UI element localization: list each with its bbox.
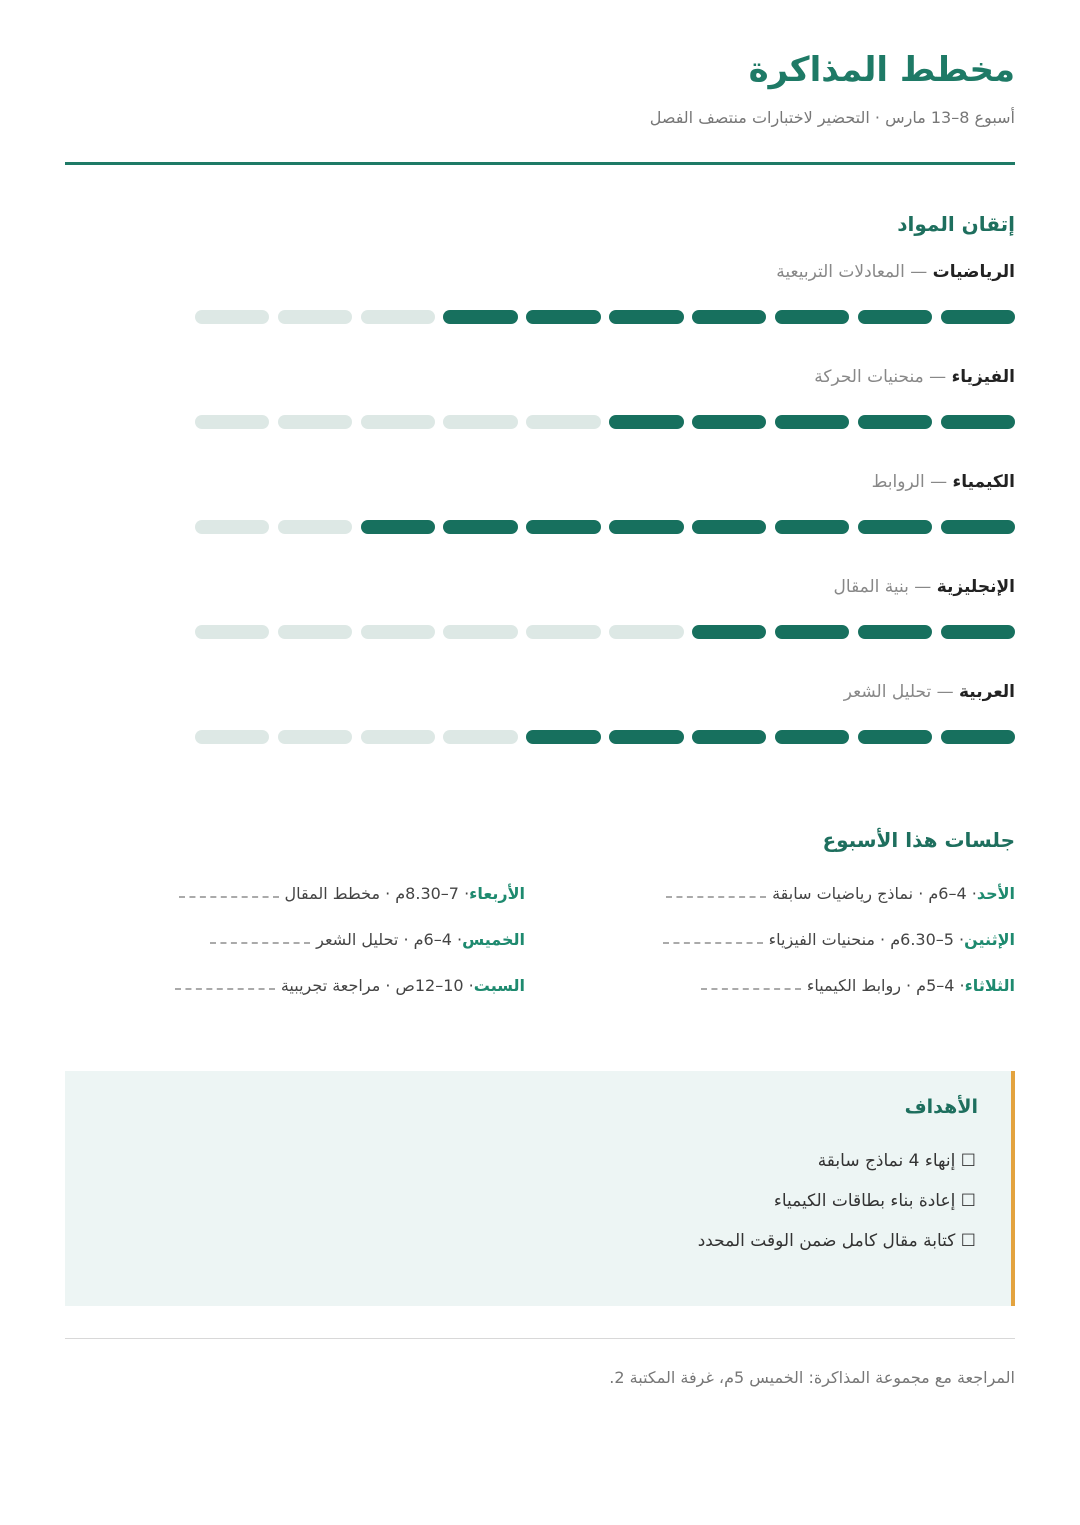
subject-topic: الروابط [871,472,925,492]
footer-divider [65,1338,1015,1339]
mastery-bar [195,310,1015,324]
subject-separator: — [904,262,928,282]
bar-segment-filled [775,415,849,429]
subject-name: العربية [958,682,1015,702]
session-line [666,896,766,898]
bar-segment-empty [195,415,269,429]
session-item [701,976,1015,995]
bar-segment-empty [195,625,269,639]
goal-item: ☐ إعادة بناء بطاقات الكيمياء [773,1191,976,1211]
bar-segment-filled [941,625,1015,639]
bar-segment-filled [609,520,683,534]
session-line [210,942,310,944]
subject-name: الرياضيات [932,262,1015,282]
bar-segment-filled [775,310,849,324]
bar-segment-filled [941,520,1015,534]
bar-segment-filled [609,415,683,429]
subject-row [65,262,1015,367]
session-item [666,884,1015,903]
bar-segment-empty [278,625,352,639]
bar-segment-filled [941,730,1015,744]
session-day: السبت [473,976,525,995]
session-day: الأربعاء [469,884,525,903]
header-divider [65,162,1015,165]
bar-segment-filled [692,310,766,324]
bar-segment-filled [526,520,600,534]
sessions-section-title: جلسات هذا الأسبوع [822,828,1015,852]
subject-name: الإنجليزية [936,577,1015,597]
goal-item: ☐ إنهاء 4 نماذج سابقة [817,1151,976,1171]
subject-row [65,682,1015,787]
subject-label [844,682,1015,702]
footer-note: المراجعة مع مجموعة المذاكرة: الخميس 5م، غرفة المكتبة 2. [609,1368,1015,1387]
subject-topic: بنية المقال [833,577,909,597]
bar-segment-empty [443,730,517,744]
mastery-section-title: إتقان المواد [897,212,1015,236]
subject-row [65,367,1015,472]
bar-segment-filled [858,625,932,639]
session-text: · 4–6م · تحليل الشعر [316,930,463,949]
session-item [179,884,525,903]
subject-name: الفيزياء [951,367,1015,387]
bar-segment-empty [195,310,269,324]
bar-segment-filled [858,520,932,534]
session-text: · 5–6.30م · منحنيات الفيزياء [768,930,965,949]
goals-panel [65,1071,1015,1306]
bar-segment-filled [775,625,849,639]
bar-segment-filled [609,310,683,324]
subject-label [814,367,1015,387]
subjects-list [65,262,1015,787]
bar-segment-empty [361,730,435,744]
bar-segment-empty [361,310,435,324]
bar-segment-empty [526,415,600,429]
bar-segment-filled [858,310,932,324]
subject-row [65,577,1015,682]
bar-segment-filled [692,520,766,534]
bar-segment-empty [361,625,435,639]
session-line [179,896,279,898]
bar-segment-empty [361,415,435,429]
study-planner-page [65,0,1015,1525]
subject-separator: — [923,367,947,387]
subject-label [776,262,1015,282]
subject-label [834,577,1015,597]
bar-segment-empty [443,625,517,639]
bar-segment-filled [526,310,600,324]
session-item [175,976,525,995]
mastery-bar [195,415,1015,429]
subject-label [872,472,1015,492]
subject-topic: تحليل الشعر [843,682,932,702]
bar-segment-filled [443,310,517,324]
subject-separator: — [931,682,954,702]
subject-separator: — [924,472,948,492]
bar-segment-filled [609,730,683,744]
mastery-bar [195,730,1015,744]
session-text: · 4–6م · نماذج رياضيات سابقة [772,884,977,903]
bar-segment-empty [278,730,352,744]
bar-segment-empty [443,415,517,429]
bar-segment-empty [278,310,352,324]
bar-segment-filled [858,730,932,744]
session-item [210,930,525,949]
bar-segment-filled [941,310,1015,324]
subject-separator: — [908,577,932,597]
bar-segment-filled [692,730,766,744]
mastery-bar [195,520,1015,534]
session-item [663,930,1015,949]
mastery-bar [195,625,1015,639]
bar-segment-filled [526,730,600,744]
page-subtitle: أسبوع 8–13 مارس · التحضير لاختبارات منتصف الفصل [649,108,1015,127]
session-line [663,942,763,944]
bar-segment-filled [858,415,932,429]
bar-segment-filled [443,520,517,534]
bar-segment-empty [609,625,683,639]
session-text: · 10–12ص · مراجعة تجريبية [280,976,474,995]
session-line [175,988,275,990]
bar-segment-filled [692,415,766,429]
subject-topic: منحنيات الحركة [814,367,924,387]
bar-segment-empty [195,730,269,744]
bar-segment-filled [361,520,435,534]
bar-segment-filled [692,625,766,639]
goals-title: الأهداف [904,1096,978,1118]
bar-segment-empty [526,625,600,639]
bar-segment-empty [278,520,352,534]
bar-segment-filled [775,520,849,534]
session-day: الثلاثاء [964,976,1015,995]
session-day: الإثنين [964,930,1015,949]
bar-segment-empty [195,520,269,534]
bar-segment-filled [775,730,849,744]
session-text: · 7–8.30م · مخطط المقال [284,884,470,903]
subject-row [65,472,1015,577]
session-day: الخميس [462,930,525,949]
session-text: · 4–5م · روابط الكيمياء [806,976,965,995]
subject-topic: المعادلات التربيعية [776,262,905,282]
bar-segment-filled [941,415,1015,429]
session-day: الأحد [976,884,1015,903]
session-line [701,988,801,990]
subject-name: الكيمياء [952,472,1015,492]
page-title: مخطط المذاكرة [748,50,1015,90]
goal-item: ☐ كتابة مقال كامل ضمن الوقت المحدد [697,1231,976,1251]
bar-segment-empty [278,415,352,429]
